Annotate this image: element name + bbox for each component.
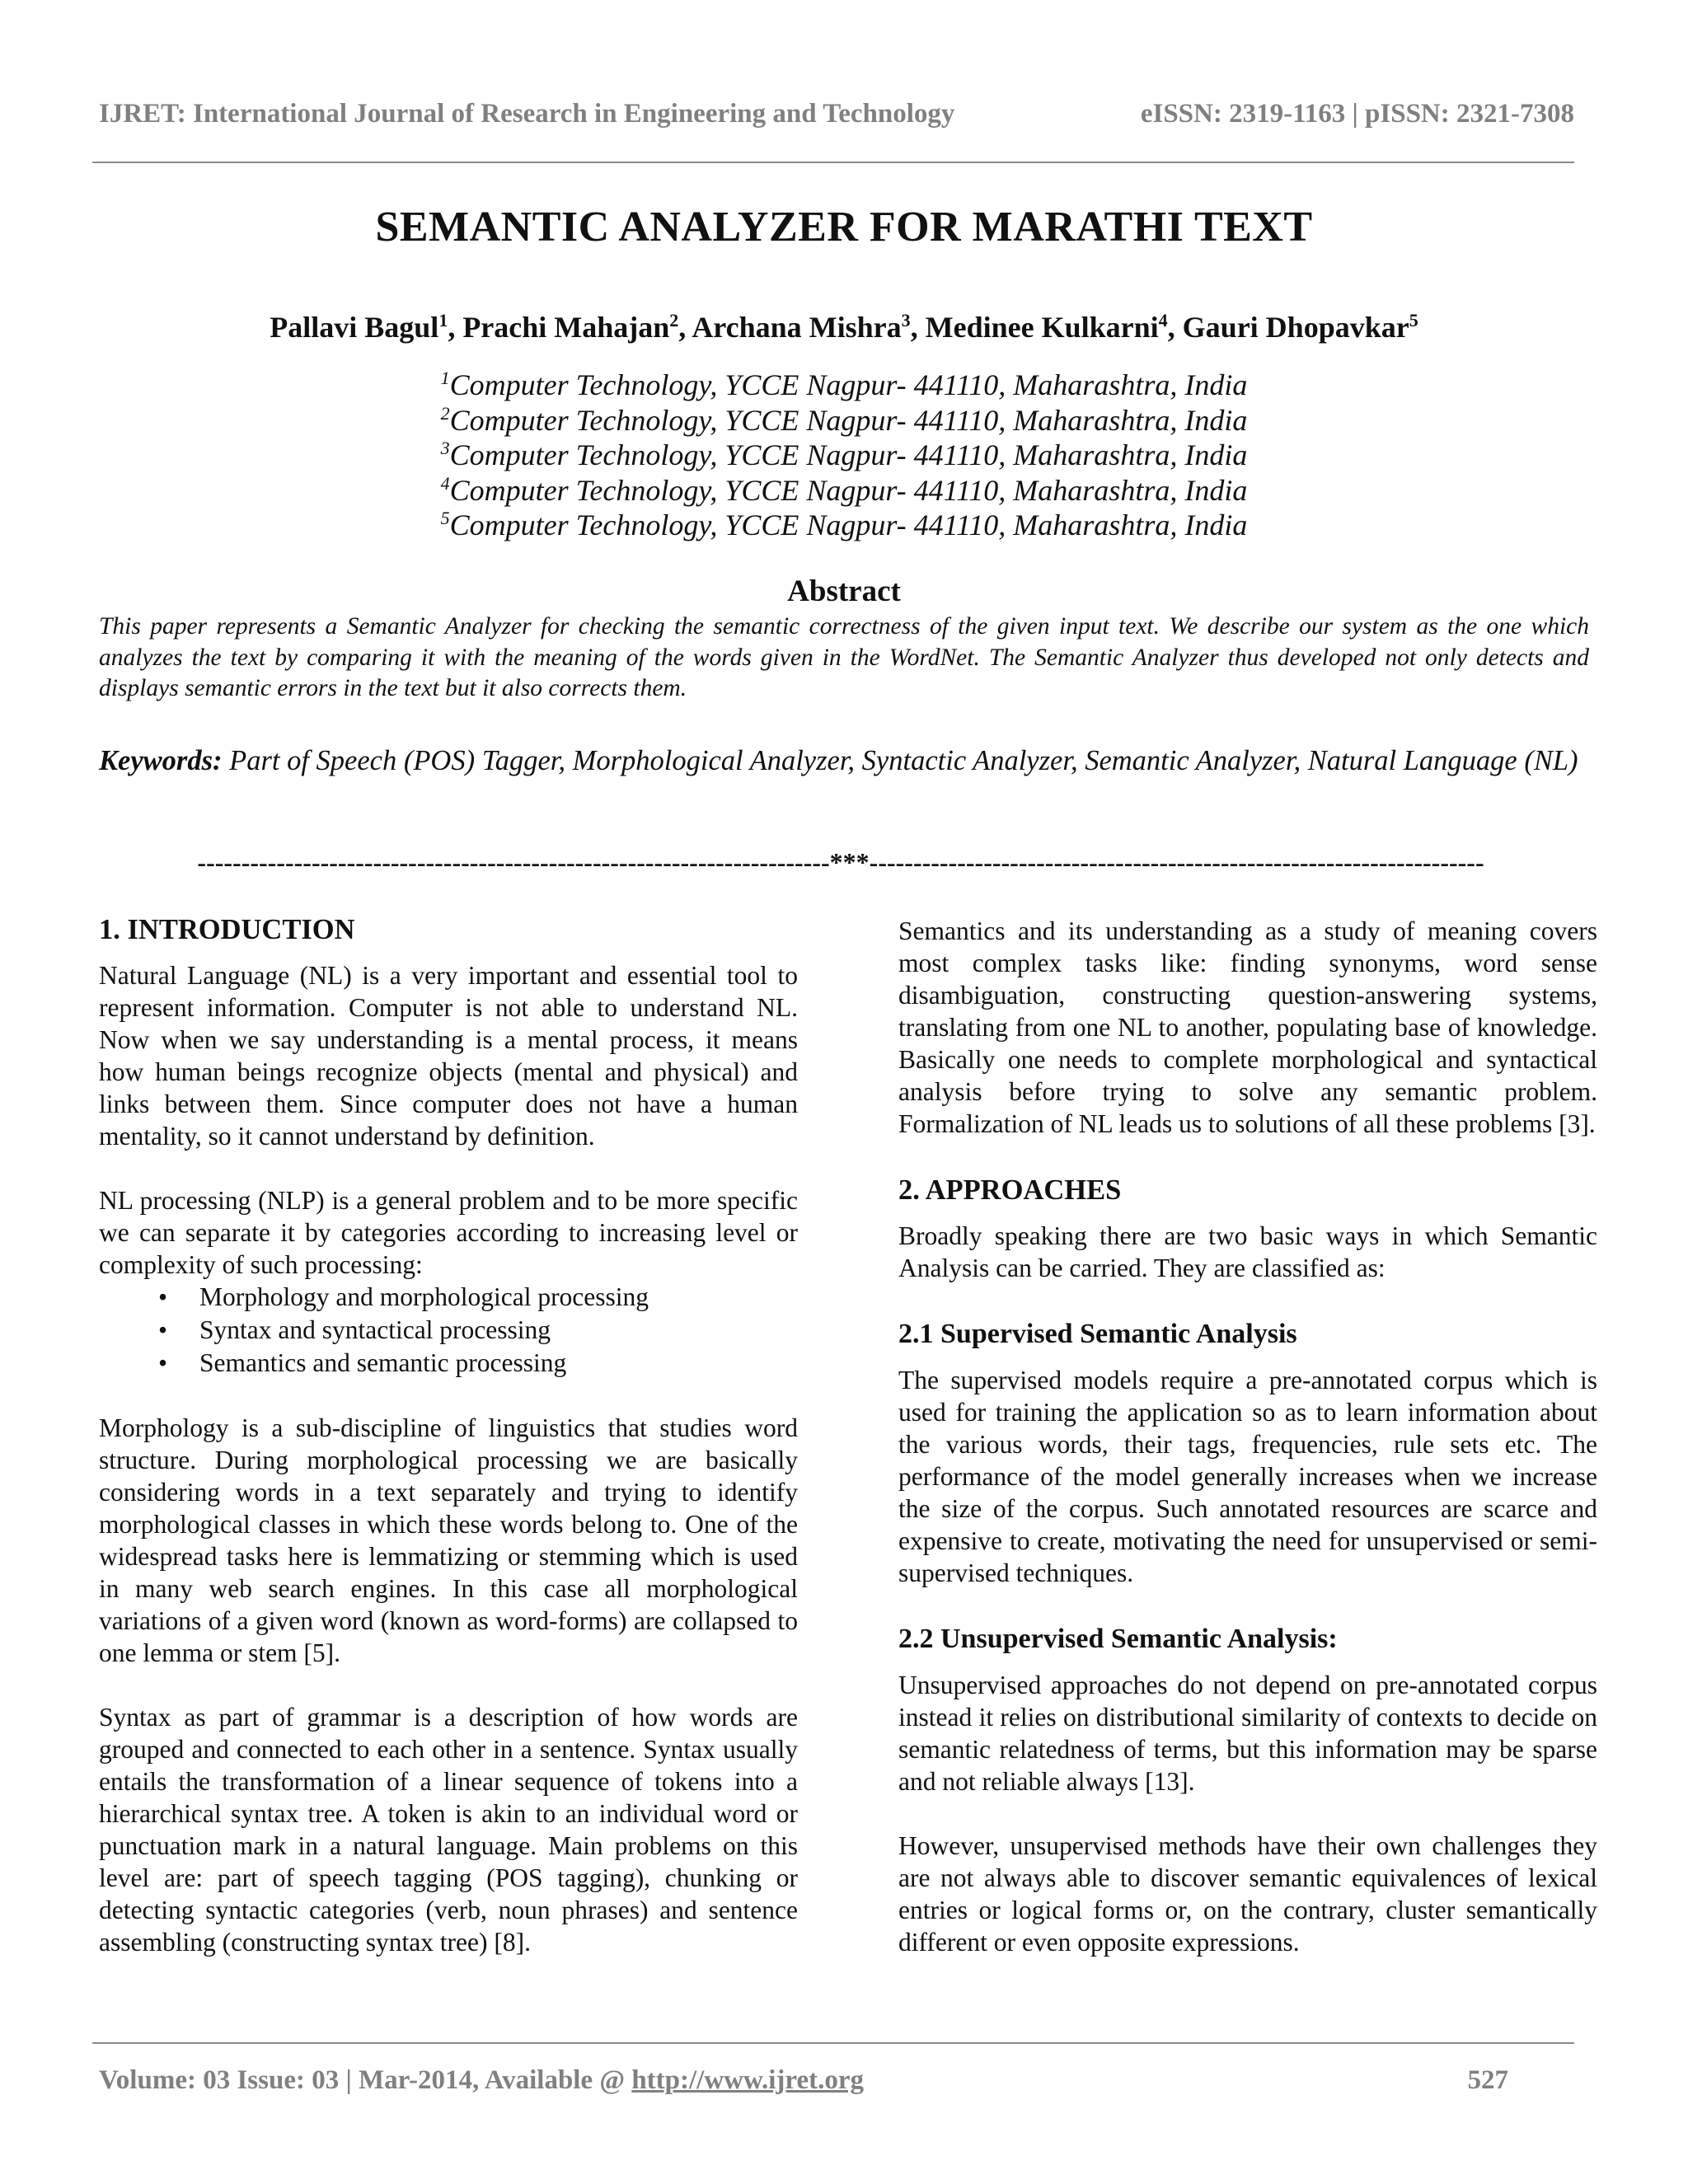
affiliation-mark: 2 <box>440 402 450 424</box>
affiliation-text: Computer Technology, YCCE Nagpur- 441110, Maharashtra, India <box>449 509 1248 541</box>
affiliation-list <box>0 368 1688 543</box>
affiliation-text: Computer Technology, YCCE Nagpur- 441110, Maharashtra, India <box>449 438 1248 471</box>
section-separator: ------------------------------------------------------------------------***---------------------------------------------------------------------- <box>197 847 1484 877</box>
author-name: Prachi Mahajan <box>462 311 670 344</box>
list-item-text: Morphology and morphological processing <box>199 1282 649 1311</box>
subsection-heading-unsupervised: 2.2 Unsupervised Semantic Analysis: <box>898 1624 1338 1654</box>
running-footer <box>99 2065 1508 2103</box>
subsection-heading-supervised: 2.1 Supervised Semantic Analysis <box>898 1319 1297 1349</box>
keywords-text: Part of Speech (POS) Tagger, Morphological Analyzer, Syntactic Analyzer, Semantic Analyzer, Natural Language (NL) <box>229 745 1578 776</box>
author-separator: , <box>678 311 692 344</box>
abstract-text: This paper represents a Semantic Analyzer for checking the semantic correctness of the given input text. We describe our system as the one which analyzes the text by comparing it with the meaning of the words given in the WordNet. The Semantic Analyzer thus developed not only detects and displays semantic errors in the text but it also corrects them. <box>99 613 1589 701</box>
journal-link[interactable]: http://www.ijret.org <box>631 2065 864 2095</box>
paragraph: Broadly speaking there are two basic ways in which Semantic Analysis can be carried. They are classified as: <box>898 1221 1597 1282</box>
volume-info <box>99 2065 864 2096</box>
affiliation-mark: 3 <box>440 438 450 458</box>
author-list <box>0 310 1688 344</box>
paragraph: NL processing (NLP) is a general problem and to be more specific we can separate it by categories according to increasing level or complexity of such processing: <box>99 1186 798 1279</box>
journal-name: IJRET: International Journal of Research in Engineering and Technology <box>99 99 955 129</box>
affiliation-text: Computer Technology, YCCE Nagpur- 441110, Maharashtra, India <box>449 473 1248 507</box>
affiliation-mark: 1 <box>440 368 450 388</box>
author-name: Gauri Dhopavkar <box>1182 311 1409 344</box>
affiliation-line <box>0 473 1688 509</box>
paragraph: Syntax as part of grammar is a description of how words are grouped and connected to each other in a sentence. Syntax usually entails the transformation of a linear sequence of tokens into a hierarchical syntax tree. A token is akin to an individual word or punctuation mark in a natural language. Main problems on this level are: part of speech tagging (POS tagging), chunking or detecting syntactic categories (verb, noun phrases) and sentence assembling (constructing syntax tree) [8]. <box>99 1703 798 1957</box>
paragraph: Morphology is a sub-discipline of linguistics that studies word structure. During morphological processing we are basically considering words in a text separately and trying to identify morphological classes in which these words belong to. One of the widespread tasks here is lemmatizing or stemming which is used in many web search engines. In this case all morphological variations of a given word (known as word-forms) are collapsed to one lemma or stem [5]. <box>99 1413 798 1667</box>
affiliation-line <box>0 508 1688 543</box>
paragraph: However, unsupervised methods have their own challenges they are not always able to discover semantic equivalences of lexical entries or logical forms or, on the contrary, cluster semantically different or even opposite expressions. <box>898 1831 1597 1957</box>
author-name: Medinee Kulkarni <box>925 311 1159 344</box>
author-separator: , <box>910 311 926 344</box>
keywords <box>99 735 1589 786</box>
list-item-text: Semantics and semantic processing <box>199 1348 567 1377</box>
affiliation-line <box>0 403 1688 438</box>
affiliation-line <box>0 438 1688 473</box>
left-column <box>99 912 798 1990</box>
author-name: Archana Mishra <box>692 311 902 344</box>
paper-title: SEMANTIC ANALYZER FOR MARATHI TEXT <box>375 204 1313 251</box>
author-name: Pallavi Bagul <box>270 311 439 344</box>
footer-divider <box>92 2042 1574 2044</box>
affiliation-text: Computer Technology, YCCE Nagpur- 441110, Maharashtra, India <box>449 403 1248 437</box>
page-number: 527 <box>1467 2065 1508 2095</box>
author-affiliation-mark: 1 <box>438 310 448 330</box>
bullet-icon: • <box>158 1348 168 1377</box>
list-item <box>99 1347 798 1380</box>
volume-text: Volume: 03 Issue: 03 | Mar-2014, Available @ <box>99 2065 632 2095</box>
bullet-icon: • <box>158 1315 168 1344</box>
header-divider <box>92 162 1574 163</box>
keywords-label: Keywords: <box>99 745 223 776</box>
list-item <box>99 1281 798 1314</box>
paragraph: Unsupervised approaches do not depend on pre-annotated corpus instead it relies on distributional similarity of contexts to decide on semantic relatedness of terms, but this information may be sparse and not reliable always [13]. <box>898 1671 1597 1796</box>
author-affiliation-mark: 2 <box>669 310 679 330</box>
bullet-icon: • <box>158 1282 168 1311</box>
processing-levels-list <box>99 1281 798 1380</box>
affiliation-mark: 5 <box>440 508 450 528</box>
right-column <box>898 915 1597 1990</box>
paragraph: Natural Language (NL) is a very important and essential tool to represent information. Computer is not able to understand NL. Now when we say understanding is a mental process, it means how human beings recognize objects (mental and physical) and links between them. Since computer does not have a human mentality, so it cannot understand by definition. <box>99 961 798 1151</box>
list-item-text: Syntax and syntactical processing <box>199 1315 551 1344</box>
section-heading-introduction: 1. INTRODUCTION <box>99 914 355 945</box>
abstract-heading: Abstract <box>787 574 901 608</box>
affiliation-line <box>0 368 1688 403</box>
author-affiliation-mark: 3 <box>901 310 911 330</box>
paragraph: The supervised models require a pre-annotated corpus which is used for training the application so as to learn information about the various words, their tags, frequencies, rule sets etc. The performance of the model generally increases when we increase the size of the corpus. Such annotated resources are scarce and expensive to create, motivating the need for unsupervised or semi-supervised techniques. <box>898 1366 1597 1587</box>
author-separator: , <box>448 311 463 344</box>
affiliation-text: Computer Technology, YCCE Nagpur- 441110, Maharashtra, India <box>449 368 1248 401</box>
running-header <box>99 99 1574 137</box>
author-affiliation-mark: 4 <box>1158 310 1168 330</box>
list-item <box>99 1314 798 1347</box>
author-separator: , <box>1167 311 1183 344</box>
paragraph: Semantics and its understanding as a study of meaning covers most complex tasks like: finding synonyms, word sense disambiguation, constructing question-answering systems, translating from one NL to another, populating base of knowledge. Basically one needs to complete morphological and syntactical analysis before trying to solve any semantic problem. Formalization of NL leads us to solutions of all these problems [3]. <box>898 916 1597 1138</box>
author-affiliation-mark: 5 <box>1409 310 1418 330</box>
issn-info: eISSN: 2319-1163 | pISSN: 2321-7308 <box>1140 99 1574 129</box>
affiliation-mark: 4 <box>440 472 450 494</box>
section-heading-approaches: 2. APPROACHES <box>898 1174 1122 1206</box>
